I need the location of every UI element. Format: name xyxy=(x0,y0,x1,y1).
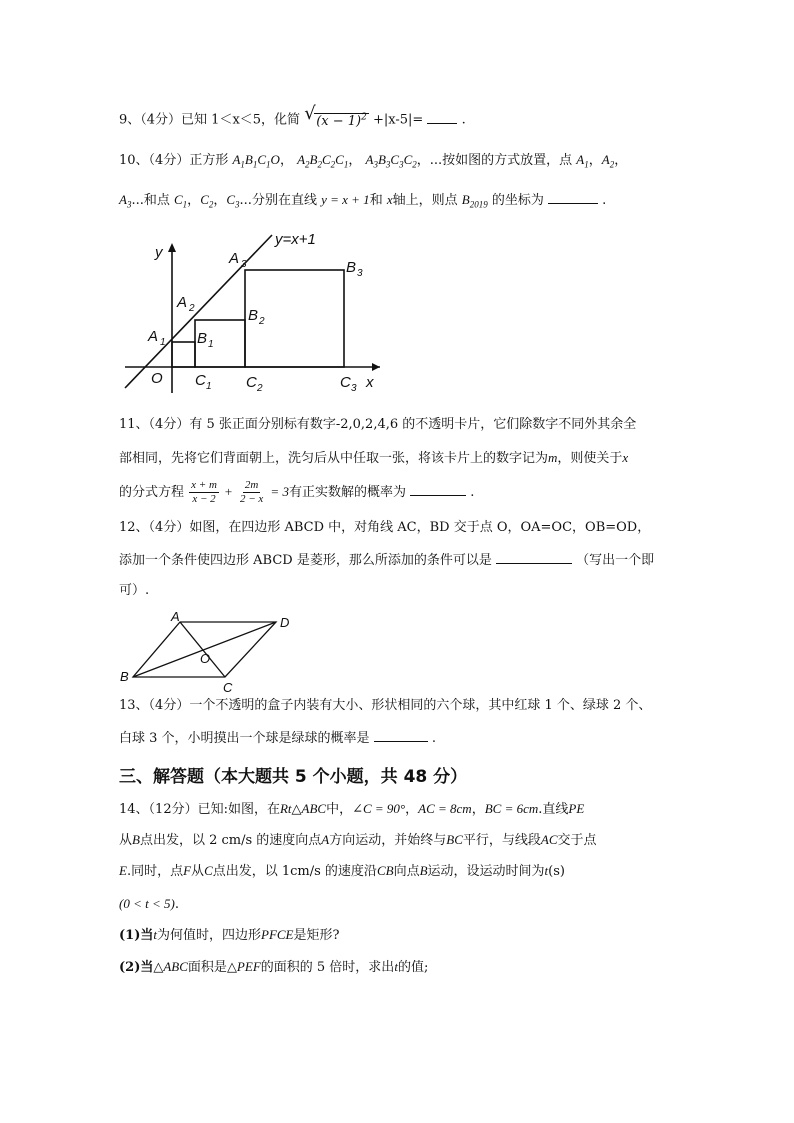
svg-text:3: 3 xyxy=(241,259,247,270)
question-14-part-2: (2)当△ABC面积是△PEF的面积的 5 倍时，求出t的值; xyxy=(119,959,429,975)
square-1: $A_1B_1C_1O$ xyxy=(232,152,280,170)
square-3: $A_3B_3C_3C_2$ xyxy=(365,152,417,170)
question-12-line-1: 12、（4分）如图，在四边形 ABCD 中，对角线 AC，BD 交于点 O，OA=OC，OB=OD， xyxy=(119,520,651,535)
svg-text:1: 1 xyxy=(160,337,166,348)
parallelogram-abcd xyxy=(133,622,276,677)
line-y-eq-x-plus-1 xyxy=(125,235,272,388)
question-12-line-2: 添加一个条件使四边形 ABCD 是菱形，那么所添加的条件可以是 （写出一个即 xyxy=(119,553,655,568)
point-b2019: $B_{2019}$ xyxy=(461,192,488,210)
svg-text:2: 2 xyxy=(189,303,195,314)
diagonal-bd xyxy=(133,622,276,677)
question-14-line-3: E.同时，点F从C点出发，以 1cm/s 的速度沿CB向点B运动，设运动时间为t(s) xyxy=(119,863,565,879)
diagonal-ac xyxy=(180,622,225,677)
q9-suffix: +|x-5|= xyxy=(372,112,424,128)
question-9: 9、（4分）已知 1＜x＜5，化简 √ $(x - 1)^2 +|x-5|=$ . xyxy=(119,103,466,130)
square-2-shape xyxy=(195,320,245,367)
svg-text:B: B xyxy=(248,307,259,324)
square-3-shape xyxy=(245,270,344,367)
radical-sign-icon: √ xyxy=(304,103,316,124)
line-label: y=x+1 xyxy=(275,231,316,248)
line-equation: y = x + 1 xyxy=(321,192,370,207)
sqrt-expression xyxy=(304,103,369,131)
question-11-line-1: 11、（4分）有 5 张正面分别标有数字-2,0,2,4,6 的不透明卡片，它们除数字不同外其余全 xyxy=(119,417,637,432)
question-14-line-1: 14、（12分）已知:如图，在Rt△ABC中，∠C = 90°，AC = 8cm，BC = 6cm.直线PE xyxy=(119,801,585,817)
svg-text:A: A xyxy=(177,294,188,311)
svg-text:A: A xyxy=(229,250,240,267)
fraction-2: $\frac{2m}{2 - x}$ xyxy=(239,479,264,505)
svg-text:3: 3 xyxy=(351,383,357,394)
question-10-line-1: 10、（4分）正方形 $A_1B_1C_1O$， $A_2B_2C_2C_1$， $A_3B_3C_3C_2$，...按如图的方式放置，点 $A_1$，$A_2$， xyxy=(119,152,628,170)
svg-text:C: C xyxy=(223,680,233,695)
answer-blank xyxy=(427,111,457,124)
svg-text:A: A xyxy=(171,609,180,624)
q9-prefix: 9、（4分）已知 1＜x＜5，化简 xyxy=(119,112,301,128)
question-13-line-1: 13、（4分）一个不透明的盒子内装有大小、形状相同的六个球，其中红球 1 个、绿球 2 个、 xyxy=(119,698,652,713)
svg-text:B: B xyxy=(120,669,129,684)
svg-text:D: D xyxy=(280,615,290,630)
origin-label: O xyxy=(151,370,163,387)
question-11-line-2: 部相同，先将它们背面朝上，洗匀后从中任取一张，将该卡片上的数字记为m，则使关于x xyxy=(119,450,629,466)
svg-text:C: C xyxy=(246,374,257,391)
svg-text:2: 2 xyxy=(259,316,265,327)
answer-blank xyxy=(410,483,466,496)
svg-text:O: O xyxy=(200,651,211,666)
question-11-line-3: 的分式方程 $\frac{x + m}{x - 2}$ + $\frac{2m}{2 - x}$ = 3有正实数解的概率为 . xyxy=(119,479,475,505)
answer-blank xyxy=(496,551,572,564)
x-axis-arrow-icon xyxy=(372,363,380,371)
answer-blank xyxy=(374,729,428,742)
svg-text:B: B xyxy=(197,330,208,347)
svg-text:A: A xyxy=(148,328,159,345)
x-axis-label: x xyxy=(366,374,374,391)
fraction-1: $\frac{x + m}{x - 2}$ xyxy=(191,479,217,505)
question-10-line-2: $A_3$...和点 $C_1$，$C_2$，$C_3$...分别在直线 y = x + 1和 x轴上，则点 $B_{2019}$ 的坐标为 . xyxy=(119,192,607,210)
svg-text:B: B xyxy=(346,259,357,276)
y-axis-arrow-icon xyxy=(168,243,176,252)
square-1-shape xyxy=(172,342,195,367)
question-12-line-3: 可）. xyxy=(119,583,150,598)
answer-blank xyxy=(548,191,598,204)
y-axis-label: y xyxy=(155,244,163,261)
square-2: $A_2B_2C_2C_1$ xyxy=(297,152,349,170)
question-14-part-1: (1)当t为何值时，四边形PFCE是矩形? xyxy=(119,927,340,943)
svg-text:1: 1 xyxy=(208,339,214,350)
svg-text:C: C xyxy=(340,374,351,391)
svg-text:1: 1 xyxy=(206,381,212,392)
svg-text:3: 3 xyxy=(357,268,363,279)
svg-text:2: 2 xyxy=(257,383,263,394)
question-14-line-4: (0 < t < 5). xyxy=(119,896,179,912)
question-14-line-2: 从B点出发，以 2 cm/s 的速度向点A方向运动，并始终与BC平行，与线段AC交于点 xyxy=(119,832,597,848)
radicand: $(x - 1)^2$ xyxy=(316,113,367,130)
section-3-heading: 三、解答题（本大题共 5 个小题，共 48 分） xyxy=(119,767,468,787)
question-13-line-2: 白球 3 个，小明摸出一个球是绿球的概率是 . xyxy=(119,731,436,746)
svg-text:C: C xyxy=(195,372,206,389)
